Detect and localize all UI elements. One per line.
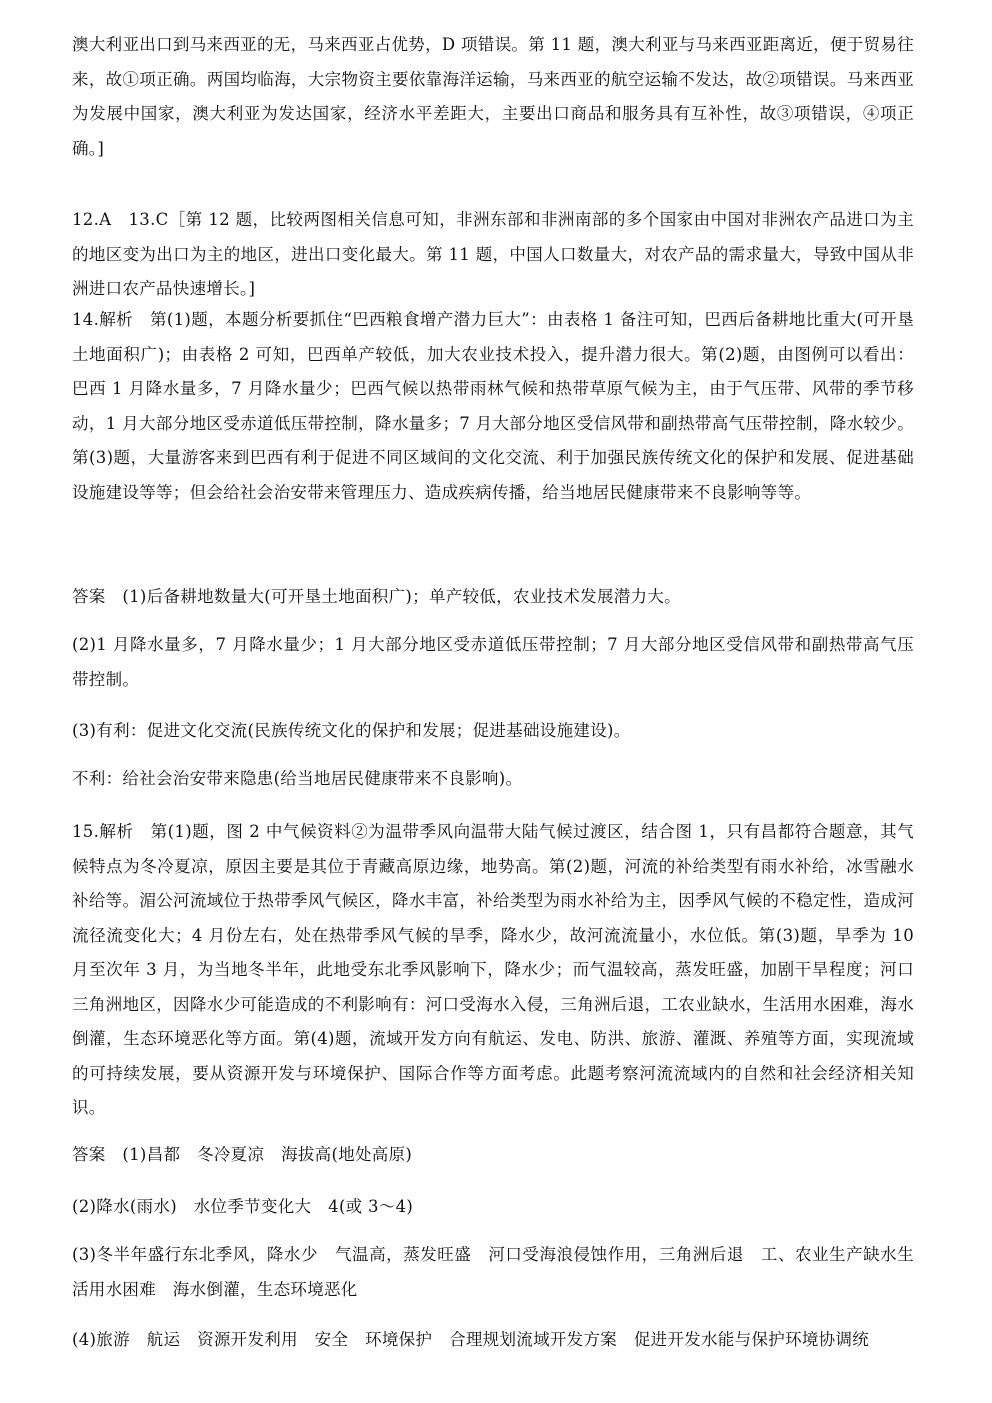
paragraph-q15-analysis: 15.解析 第(1)题，图 2 中气候资料②为温带季风向温带大陆气候过渡区，结合图 1，只有昌都符合题意，其气候特点为冬冷夏凉，原因主要是其位于青藏高原边缘，地势高。第(2)题，河流的补给类型有雨水补给，冰雪融水补给等。湄公河流域位于热带季风气候区，降水丰富，补给类型为雨水补给为主，因季风气候的不稳定性，造成河流径流变化大；4 月份左右，处在热带季风气候的旱季，降水少，故河流流量小，水位低。第(3)题，旱季为 10 月至次年 3 月，为当地冬半年，此地受东北季风影响下，降水少；而气温较高，蒸发旺盛，加剧干旱程度；河口三角洲地区，因降水少可能造成的不利影响有：河口受海水入侵，三角洲后退，工农业缺水，生活用水困难，海水倒灌，生态环境恶化等方面。第(4)题，流域开发方向有航运、发电、防洪、旅游、灌溉、养殖等方面，实现流域的可持续发展，要从资源开发与环境保护、国际合作等方面考虑。此题考察河流流域内的自然和社会经济相关知识。 [72,822,914,1117]
paragraph-q10-11-explanation: 澳大利亚出口到马来西亚的无，马来西亚占优势，D 项错误。第 11 题，澳大利亚与马来西亚距离近，便于贸易往来，故①项正确。两国均临海，大宗物资主要依靠海洋运输，马来西亚的航空运输不发达，故②项错误。马来西亚为发展中国家，澳大利亚为发达国家，经济水平差距大，主要出口商品和服务具有互补性，故③项错误，④项正确。] [72,35,914,158]
paragraph-q15-answer-4: (4)旅游 航运 资源开发利用 安全 环境保护 合理规划流域开发方案 促进开发水能与保护环境协调统 [72,1330,870,1349]
paragraph-q14-analysis: 14.解析 第(1)题，本题分析要抓住“巴西粮食增产潜力巨大”：由表格 1 备注可知，巴西后备耕地比重大(可开垦土地面积广)；由表格 2 可知，巴西单产较低，加大农业技术投入，提升潜力很大。第(2)题，由图例可以看出：巴西 1 月降水量多，7 月降水量少；巴西气候以热带雨林气候和热带草原气候为主，由于气压带、风带的季节移动，1 月大部分地区受赤道低压带控制，降水量多；7 月大部分地区受信风带和副热带高气压带控制，降水较少。第(3)题，大量游客来到巴西有利于促进不同区域间的文化交流、利于加强民族传统文化的保护和发展、促进基础设施建设等等；但会给社会治安带来管理压力、造成疾病传播，给当地居民健康带来不良影响等等。 [72,310,914,502]
paragraph-q14-answer-3: (3)有利：促进文化交流(民族传统文化的保护和发展；促进基础设施建设)。 [72,721,631,740]
paragraph-q14-answer-1: 答案 (1)后备耕地数量大(可开垦土地面积广)；单产较低，农业技术发展潜力大。 [72,587,681,606]
paragraph-q14-answer-2: (2)1 月降水量多，7 月降水量少；1 月大部分地区受赤道低压带控制；7 月大部分地区受信风带和副热带高气压带控制。 [72,635,914,689]
paragraph-q12-13-answer: 12.A 13.C［第 12 题，比较两图相关信息可知，非洲东部和非洲南部的多个国家由中国对非洲农产品进口为主的地区变为出口为主的地区，进出口变化最大。第 11 题，中国人口数量大，对农产品的需求量大，导致中国从非洲进口农产品快速增长。] [72,210,914,298]
paragraph-q14-answer-3-disadvantage: 不利：给社会治安带来隐患(给当地居民健康带来不良影响)。 [72,769,523,788]
paragraph-q15-answer-3: (3)冬半年盛行东北季风，降水少 气温高，蒸发旺盛 河口受海浪侵蚀作用，三角洲后退 工、农业生产缺水生活用水困难 海水倒灌，生态环境恶化 [72,1245,914,1299]
paragraph-q15-answer-1: 答案 (1)昌都 冬冷夏凉 海拔高(地处高原) [72,1145,413,1164]
paragraph-q15-answer-2: (2)降水(雨水) 水位季节变化大 4(或 3～4) [72,1197,414,1216]
